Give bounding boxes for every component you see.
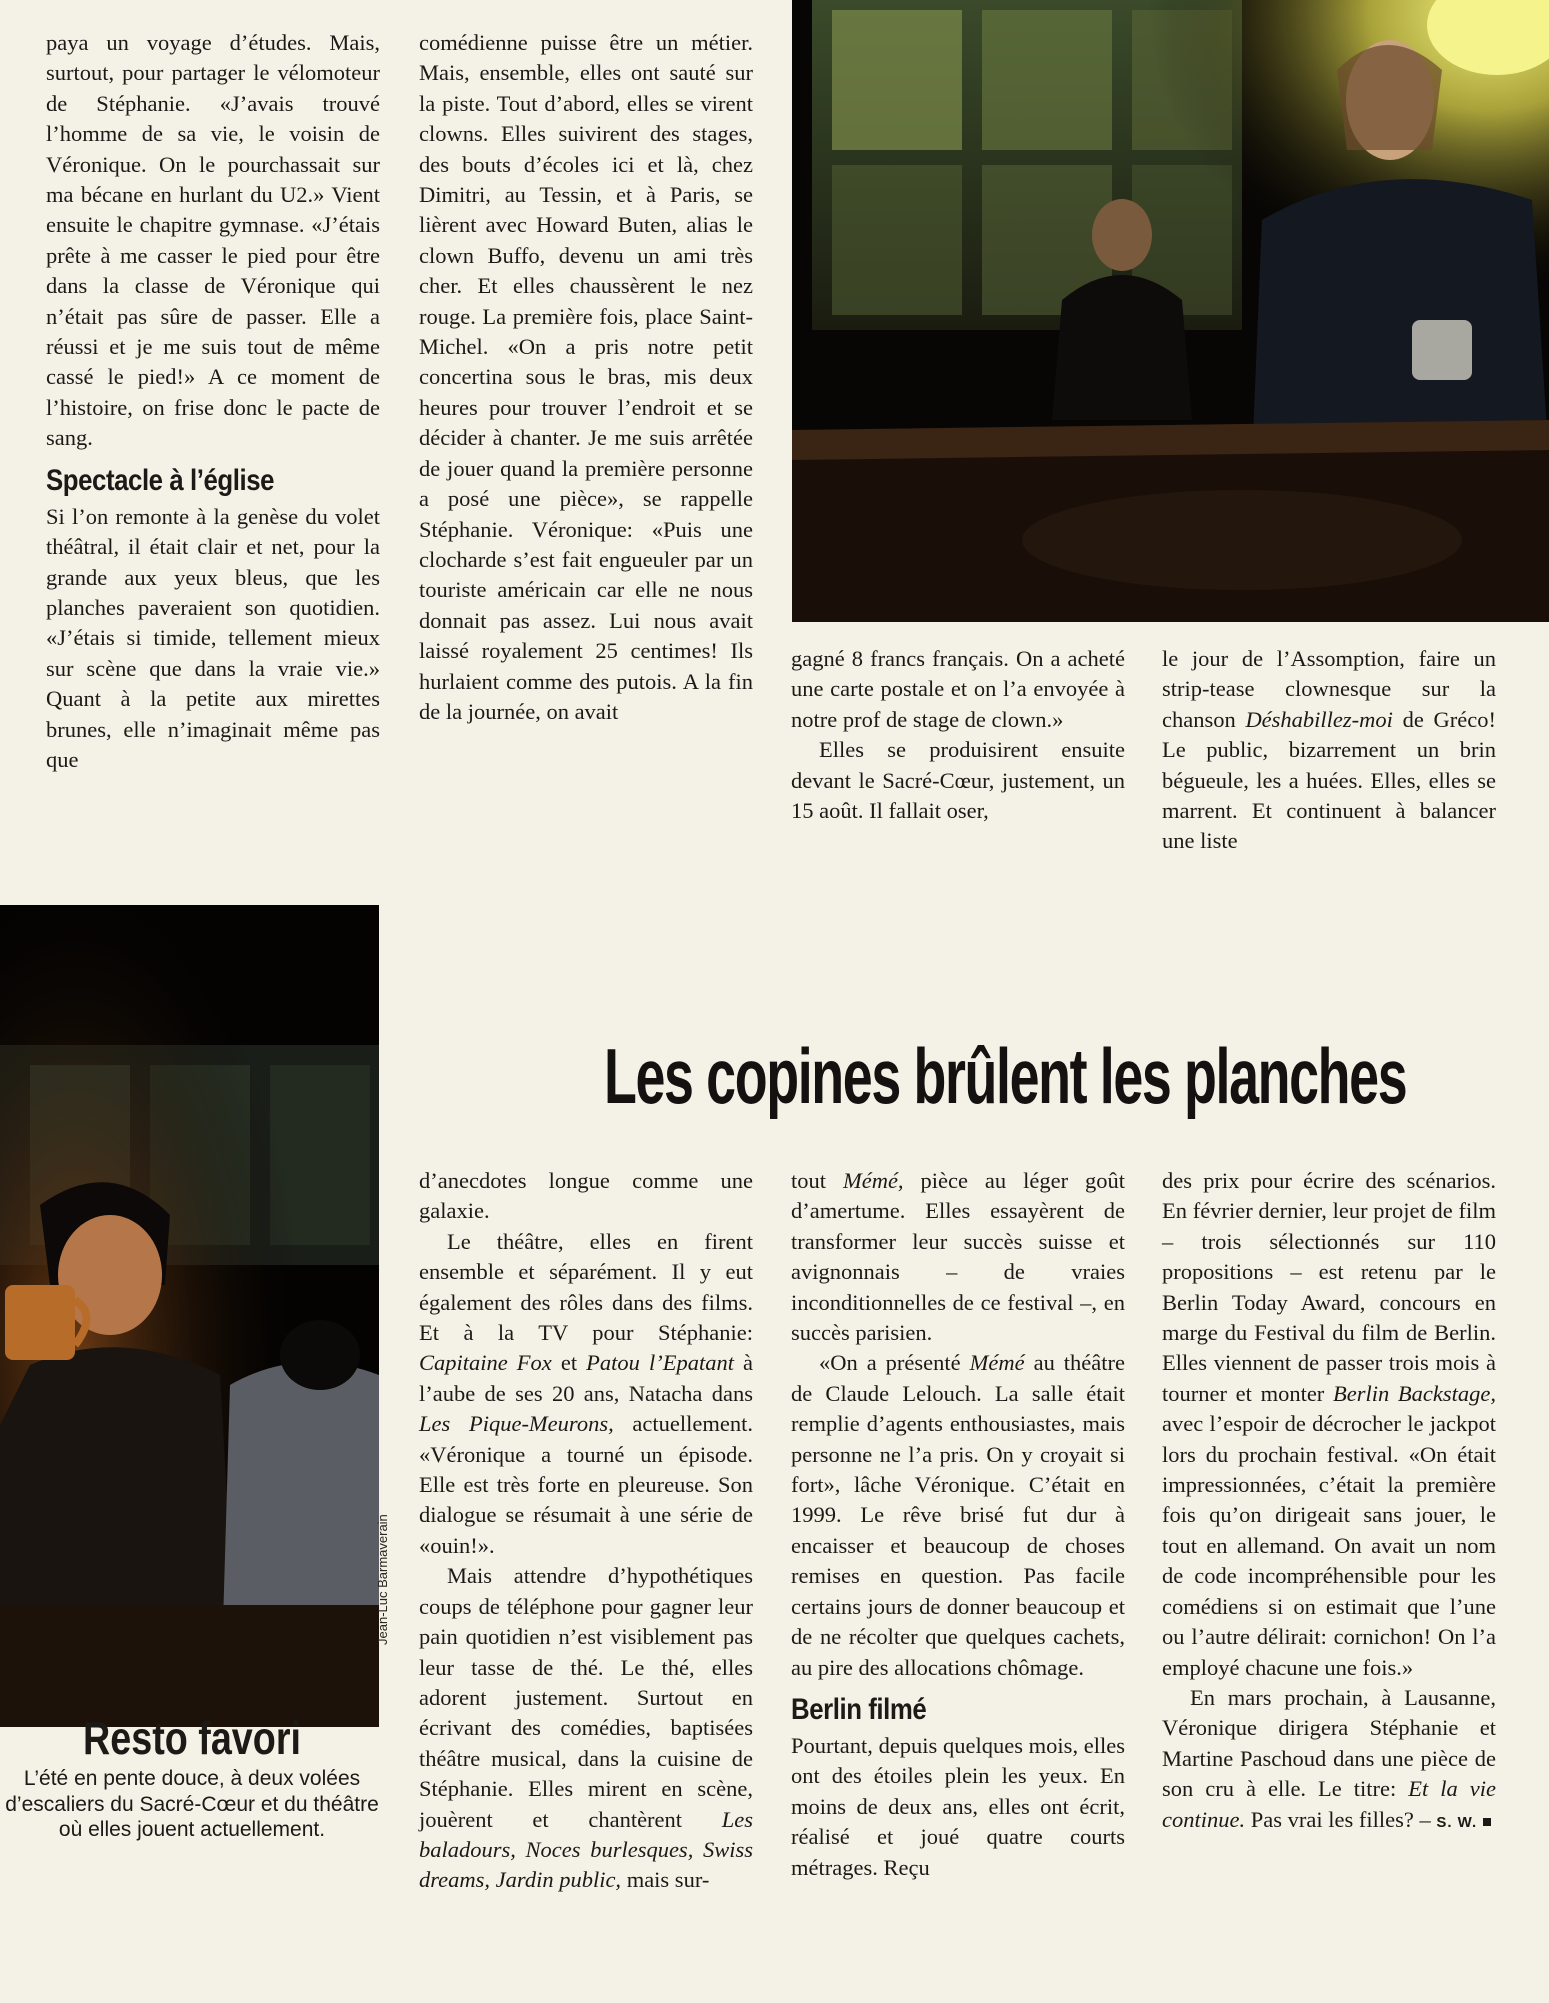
title: Mémé <box>969 1350 1025 1376</box>
text-run: pièce au léger goût d’amertume. Elles essayèrent de transformer leur succès suisse et avignonnais – de vraies inconditionnelles de ce festival –, en succès parisien. <box>791 1168 1126 1346</box>
caption-title: Resto favori <box>82 1712 301 1764</box>
text-run: des prix pour écrire des scénarios. En février dernier, leur projet de film – trois sélectionnés sur 110 propositions – est retenu par le Berlin Today Award, concours en marge du Festival du film de Berlin. Elles viennent de passer trois mois à tourner et monter <box>1162 1168 1496 1406</box>
bottom-column-4 <box>1162 1166 1496 1838</box>
paragraph: Pourtant, depuis quelques mois, elles ont des étoiles plein les yeux. En moins de deux ans, elles ont écrit, réalisé et joué quatre courts métrages. Reçu <box>791 1732 1125 1880</box>
title: Et la vie continue. <box>1162 1776 1496 1832</box>
title: Les Pique-Meurons, <box>419 1411 614 1437</box>
caption-text: L’été en pente douce, à deux volées d’escaliers du Sacré-Cœur et du théâtre où elles jouent actuellement. <box>5 1767 379 1841</box>
paragraph <box>1162 1683 1496 1838</box>
subhead-spectacle: Spectacle à l’église <box>46 463 275 497</box>
text-run: de Gréco! Le public, bizarrement un brin bégueule, les a huées. Elles, elles se marrent. Et continuent à balancer une liste <box>1162 706 1497 854</box>
paragraph: paya un voyage d’études. Mais, surtout, pour partager le vélomoteur de Stéphanie. «J’avais trouvé l’homme de sa vie, le voisin de Véronique. On le pourchassait sur ma bécane en hurlant du U2.» Vient ensuite le chapitre gymnase. «J’étais prête à me casser le pied pour être dans la classe de Véronique qui n’était pas sûre de passer. Elle a réussi et je me suis tout de même cassé le pied!» A ce moment de l’histoire, on frise donc le pacte de sang. <box>46 30 380 451</box>
cafe-photo-bottom <box>0 905 379 1727</box>
paragraph <box>1162 1166 1496 1683</box>
text-run: mais sur- <box>626 1867 710 1893</box>
text-run: En mars prochain, à Lausanne, Véronique dirigera Stéphanie et Martine Paschoud dans une pièce de son cru à elle. Le titre: <box>1162 1684 1496 1802</box>
title: Capitaine Fox <box>419 1350 552 1376</box>
bottom-column-2 <box>419 1166 753 1896</box>
title: Patou l’Epatant <box>586 1350 734 1376</box>
top-column-3 <box>791 644 1125 826</box>
headline: Les copines brûlent les planches <box>604 1032 1407 1120</box>
paragraph: Elles se produisirent ensuite devant le Sacré-Cœur, justement, un 15 août. Il fallait oser, <box>791 737 1125 824</box>
paragraph: gagné 8 francs français. On a acheté une carte postale et on l’a envoyée à notre prof de stage de clown.» <box>791 646 1125 732</box>
bottom-column-3 <box>791 1166 1125 1883</box>
text-run: le jour de l’Assomption, faire un strip-tease clownesque sur la chanson <box>1162 646 1496 732</box>
text-run: Le théâtre, elles en firent ensemble et séparément. Il y eut également des rôles dans des films. Et à la TV pour Stéphanie: <box>419 1228 753 1346</box>
text-run: «On a présenté <box>819 1350 961 1376</box>
paragraph <box>419 1227 753 1561</box>
text-run: Mais attendre d’hypothétiques coups de téléphone pour gagner leur pain quotidien n’est visiblement pas leur tasse de thé. Le thé, elles adorent justement. Surtout en écrivant des comédies, baptisées théâtre musical, dans la cuisine de Stéphanie. Elles mirent en scène, jouèrent et chantèrent <box>419 1563 753 1832</box>
text-run: et <box>560 1350 578 1376</box>
paragraph <box>419 1561 753 1895</box>
paragraph: Si l’on remonte à la genèse du volet théâtral, il était clair et net, pour la grande aux yeux bleus, que les planches paveraient son quotidien. «J’étais si timide, tellement mieux sur scène que dans la vraie vie.» Quant à la petite aux mirettes brunes, elle n’imaginait même pas que <box>46 503 380 772</box>
title: Les baladours, Noces burlesques, Swiss dreams, Jardin public, <box>419 1806 754 1893</box>
subhead-berlin: Berlin filmé <box>791 1692 927 1726</box>
text-run: avec l’espoir de décrocher le jackpot lors du prochain festival. «On était impressionnées, c’était la première fois qu’on dirigeait sans jouer, le tout en allemand. On avait un nom de code incompréhensible pour les comédiens si on estimait que l’une ou l’autre délirait: cornichon! On l’a employé chacune une fois.» <box>1162 1411 1496 1680</box>
paragraph <box>791 1348 1125 1682</box>
cafe-photo-top <box>792 0 1549 622</box>
paragraph <box>1162 644 1496 857</box>
cafe-photo-bottom-image <box>0 905 379 1727</box>
top-column-1 <box>46 28 380 775</box>
end-mark <box>1483 1818 1491 1826</box>
paragraph: d’anecdotes longue comme une galaxie. <box>419 1168 753 1224</box>
title: Berlin Backstage, <box>1333 1380 1497 1406</box>
photo-credit: Jean-Luc Barmaverain <box>375 1514 390 1645</box>
top-column-4 <box>1162 644 1496 857</box>
text-run: Pas vrai les filles? – <box>1250 1806 1431 1832</box>
paragraph <box>791 1166 1125 1348</box>
text-run: tout <box>791 1168 827 1193</box>
cafe-photo-top-image <box>792 0 1549 622</box>
song-title: Déshabillez-moi <box>1245 706 1393 732</box>
title: Mémé, <box>842 1168 904 1193</box>
paragraph: comédienne puisse être un métier. Mais, ensemble, elles ont sauté sur la piste. Tout d’abord, elles se virent clowns. Elles suivirent des stages, des bouts d’écoles ici et là, chez Dimitri, au Tessin, et à Paris, se lièrent avec Howard Buten, alias le clown Buffo, devenu un ami très cher. Et elles chaussèrent le nez rouge. La première fois, place Saint-Michel. «On a pris notre petit concertina sous le bras, mis deux heures pour trouver l’endroit et se décider à chanter. Je me suis arrêtée de jouer quand la première personne a posé une pièce», se rappelle Stéphanie. Véronique: «Puis une clocharde s’est fait engueuler par un touriste américain car elle ne nous donnait pas assez. Lui nous avait laissé royalement 25 centimes! Ils hurlaient comme des putois. A la fin de la journée, on avait <box>419 30 753 724</box>
text-run: au théâtre de Claude Lelouch. La salle était remplie d’agents enthousiastes, mais personne ne l’a pris. On y croyait si fort», lâche Véronique. C’était en 1999. Le rêve brisé fut dur à encaisser et beaucoup de choses remises en question. Pas facile certains jours de donner beaucoup et de ne récolter que quelques cachets, au pire des allocations chômage. <box>791 1350 1126 1680</box>
top-column-2 <box>419 28 753 727</box>
text-run: actuellement. «Véronique a tourné un épisode. Elle est très forte en pleureuse. Son dialogue se résumait à une série de «ouin!». <box>419 1411 753 1558</box>
text-run: à l’aube de ses 20 ans, Natacha dans <box>419 1350 754 1406</box>
signature: S. W. <box>1436 1813 1478 1831</box>
